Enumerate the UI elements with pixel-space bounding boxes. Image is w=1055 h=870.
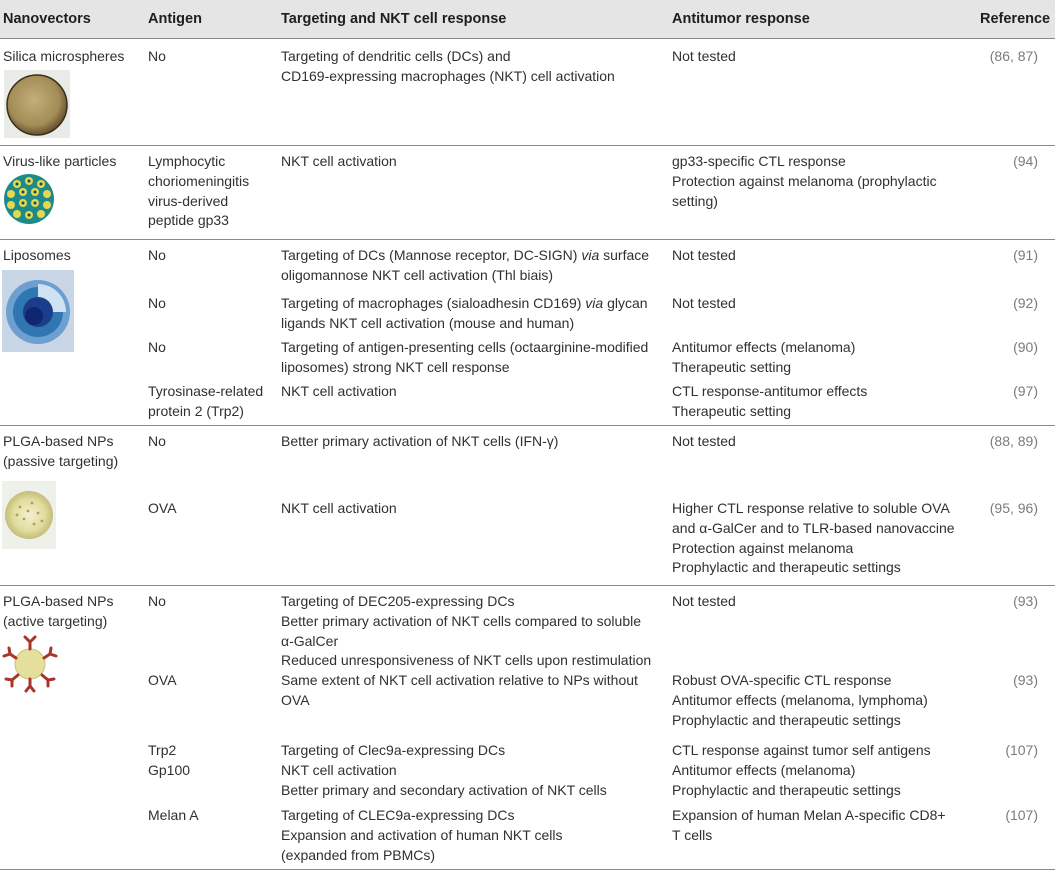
antigen-cell: OVA xyxy=(148,500,177,516)
antitumor-cell: CTL response against tumor self antigens Antitumor effects (melanoma) Prophylactic and therapeutic settings xyxy=(672,742,931,798)
reference-link[interactable]: (93) xyxy=(1013,593,1038,609)
reference-link[interactable]: (94) xyxy=(1013,153,1038,169)
antitumor-cell: Not tested xyxy=(672,433,736,449)
reference-link[interactable]: (97) xyxy=(1013,383,1038,399)
silica-microsphere-image xyxy=(4,70,70,138)
header-targeting: Targeting and NKT cell response xyxy=(281,11,507,27)
row-divider xyxy=(0,425,1055,426)
antigen-cell: No xyxy=(148,295,166,311)
antigen-cell: Melan A xyxy=(148,807,199,823)
row-divider xyxy=(0,585,1055,586)
targeting-cell: Targeting of Clec9a-expressing DCs NKT cell activation Better primary and secondary activation of NKT cells xyxy=(281,742,607,798)
nanovector-name: Virus-like particles xyxy=(3,153,117,169)
antigen-cell: OVA xyxy=(148,672,177,688)
reference-link[interactable]: (91) xyxy=(1013,247,1038,263)
targeting-cell: Same extent of NKT cell activation relative to NPs without OVA xyxy=(281,672,638,708)
targeting-cell: Targeting of DCs (Mannose receptor, DC-SIGN) via surface oligomannose NKT cell activation (Thl biais) xyxy=(281,247,650,283)
plga-active-np-image xyxy=(2,634,58,694)
plga-passive-np-image xyxy=(2,481,56,549)
nanovector-name: Liposomes xyxy=(3,247,71,263)
reference-link[interactable]: (86, 87) xyxy=(989,48,1038,64)
antitumor-cell: CTL response-antitumor effects Therapeutic setting xyxy=(672,383,868,419)
reference-link[interactable]: (95, 96) xyxy=(989,500,1038,516)
targeting-cell: NKT cell activation xyxy=(281,383,397,399)
liposome-image xyxy=(2,270,74,352)
table-header xyxy=(0,0,1055,39)
targeting-cell: NKT cell activation xyxy=(281,153,397,169)
antitumor-cell: Not tested xyxy=(672,247,736,263)
targeting-cell: Targeting of dendritic cells (DCs) and CD169-expressing macrophages (NKT) cell activation xyxy=(281,48,615,84)
reference-link[interactable]: (88, 89) xyxy=(989,433,1038,449)
antigen-cell: No xyxy=(148,433,166,449)
antitumor-cell: gp33-specific CTL response Protection against melanoma (prophylactic setting) xyxy=(672,153,937,209)
targeting-cell: Targeting of CLEC9a-expressing DCs Expansion and activation of human NKT cells (expanded from PBMCs) xyxy=(281,807,563,863)
antigen-cell: Trp2 Gp100 xyxy=(148,742,191,778)
reference-link[interactable]: (92) xyxy=(1013,295,1038,311)
antigen-cell: No xyxy=(148,593,166,609)
antigen-cell: No xyxy=(148,247,166,263)
antitumor-cell: Expansion of human Melan A-specific CD8+ T cells xyxy=(672,807,946,843)
antitumor-cell: Robust OVA-specific CTL response Antitumor effects (melanoma, lymphoma) Prophylactic and therapeutic settings xyxy=(672,672,928,728)
row-divider xyxy=(0,239,1055,240)
antigen-cell: No xyxy=(148,48,166,64)
nanovector-name: PLGA-based NPs (active targeting) xyxy=(3,593,114,629)
antigen-cell: Lymphocytic choriomeningitis virus-derived peptide gp33 xyxy=(148,153,250,229)
header-antitumor: Antitumor response xyxy=(672,11,810,27)
targeting-cell: NKT cell activation xyxy=(281,500,397,516)
antitumor-cell: Antitumor effects (melanoma) Therapeutic setting xyxy=(672,339,856,375)
antitumor-cell: Not tested xyxy=(672,593,736,609)
header-antigen: Antigen xyxy=(148,11,202,27)
targeting-cell: Targeting of DEC205-expressing DCs Better primary activation of NKT cells compared to soluble α-GalCer Reduced unresponsiveness of NKT cells upon restimulation xyxy=(281,593,652,669)
targeting-cell: Better primary activation of NKT cells (IFN-γ) xyxy=(281,433,559,449)
antigen-cell: Tyrosinase-related protein 2 (Trp2) xyxy=(148,383,264,419)
reference-link[interactable]: (107) xyxy=(1005,742,1038,758)
header-reference: Reference xyxy=(980,11,1051,27)
virus-like-particle-image xyxy=(3,173,55,225)
row-divider xyxy=(0,145,1055,146)
antitumor-cell: Higher CTL response relative to soluble OVA and α-GalCer and to TLR-based nanovaccine Protection against melanoma Prophylactic and therapeutic settings xyxy=(672,500,955,576)
targeting-cell: Targeting of antigen-presenting cells (octaarginine-modified liposomes) strong NKT cell response xyxy=(281,339,649,375)
reference-link[interactable]: (107) xyxy=(1005,807,1038,823)
header-nanovectors: Nanovectors xyxy=(3,11,91,27)
nanovector-name: PLGA-based NPs (passive targeting) xyxy=(3,433,119,469)
reference-link[interactable]: (90) xyxy=(1013,339,1038,355)
antigen-cell: No xyxy=(148,339,166,355)
reference-link[interactable]: (93) xyxy=(1013,672,1038,688)
antitumor-cell: Not tested xyxy=(672,295,736,311)
targeting-cell: Targeting of macrophages (sialoadhesin CD169) via glycan ligands NKT cell activation (mouse and human) xyxy=(281,295,648,331)
antitumor-cell: Not tested xyxy=(672,48,736,64)
nanovector-name: Silica microspheres xyxy=(3,48,125,64)
